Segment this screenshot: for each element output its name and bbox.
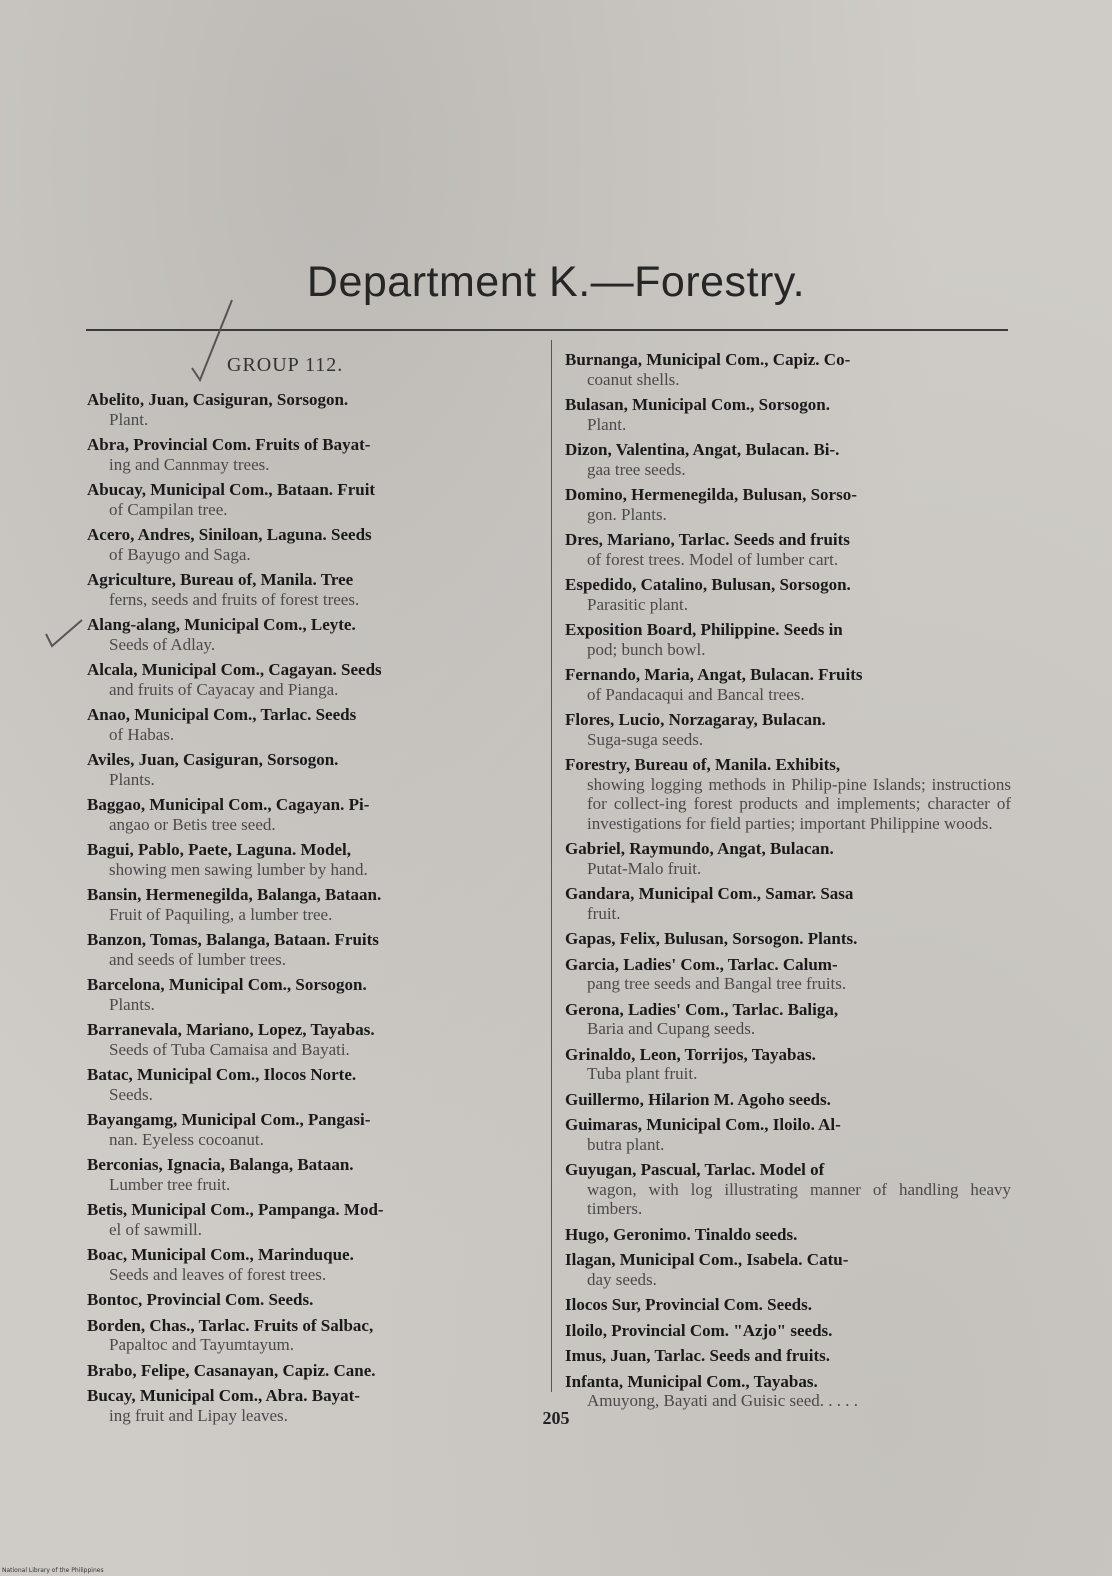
list-item (565, 530, 1011, 569)
list-item (87, 705, 533, 744)
entry-description: pod; bunch bowl. (587, 639, 706, 659)
entry-description: Seeds. (109, 1084, 153, 1104)
entry-description: Amuyong, Bayati and Guisic seed. . . . . (587, 1391, 859, 1410)
list-item (565, 1115, 1011, 1154)
entry-description: Tuba plant fruit. (587, 1064, 698, 1083)
list-item (565, 1225, 1011, 1245)
entry-name: Agriculture, Bureau of, Manila. Tree (87, 570, 354, 589)
list-item (87, 1316, 533, 1355)
entry-name: Berconias, Ignacia, Balanga, Bataan. (87, 1155, 354, 1174)
page-title: Department K.—Forestry. (306, 258, 806, 306)
entry-description: gon. Plants. (587, 504, 667, 524)
entry-name: Bagui, Pablo, Paete, Laguna. Model, (87, 840, 351, 859)
list-item (565, 665, 1011, 704)
column-divider (551, 340, 552, 1392)
list-item (87, 1110, 533, 1149)
entry-name: Imus, Juan, Tarlac. Seeds and fruits. (565, 1346, 830, 1365)
left-column (87, 350, 533, 1431)
entry-description: showing logging methods in Philip-pine Islands; instructions for collect-ing forest products and implements; character of investigations for field parties; important Philippine woods. (587, 774, 1011, 833)
list-item (565, 929, 1011, 949)
entry-description: butra plant. (587, 1134, 665, 1154)
right-column (565, 350, 1011, 1417)
entry-description: wagon, with log illustrating manner of handling heavy timbers. (587, 1179, 1011, 1218)
list-item (565, 1090, 1011, 1110)
entry-name: Batac, Municipal Com., Ilocos Norte. (87, 1065, 357, 1084)
entry-description: Plant. (587, 414, 627, 434)
list-item (565, 350, 1011, 389)
list-item (87, 1200, 533, 1239)
entry-description: of Habas. (109, 724, 175, 744)
entry-name: Infanta, Municipal Com., Tayabas. (565, 1371, 818, 1391)
list-item (565, 1045, 1011, 1084)
list-item (87, 1245, 533, 1284)
list-item (87, 840, 533, 879)
entry-description: day seeds. (587, 1269, 657, 1289)
entry-name: Bulasan, Municipal Com., Sorsogon. (565, 395, 830, 414)
entry-name: Borden, Chas., Tarlac. Fruits of Salbac, (87, 1315, 374, 1335)
list-item (565, 884, 1011, 923)
entry-name: Gabriel, Raymundo, Angat, Bulacan. (565, 839, 834, 858)
list-item (565, 485, 1011, 524)
list-item (565, 440, 1011, 479)
entry-name: Hugo, Geronimo. Tinaldo seeds. (565, 1224, 798, 1244)
list-item (565, 1000, 1011, 1039)
entry-name: Guillermo, Hilarion M. Agoho seeds. (565, 1089, 831, 1109)
check-mark-icon-2 (44, 616, 84, 650)
entry-name: Garcia, Ladies' Com., Tarlac. Calum- (565, 954, 838, 974)
entry-name: Abelito, Juan, Casiguran, Sorsogon. (87, 390, 349, 409)
entry-name: Barcelona, Municipal Com., Sorsogon. (87, 975, 367, 994)
list-item (565, 1321, 1011, 1341)
list-item (565, 1295, 1011, 1315)
entry-description: Parasitic plant. (587, 594, 689, 614)
entry-name: Gerona, Ladies' Com., Tarlac. Baliga, (565, 999, 839, 1019)
entry-name: Ilagan, Municipal Com., Isabela. Catu- (565, 1250, 849, 1269)
entry-description: Seeds of Adlay. (109, 634, 216, 654)
entry-name: Abucay, Municipal Com., Bataan. Fruit (87, 480, 376, 499)
group-heading: GROUP 112. (227, 354, 344, 376)
entry-description: Putat-Malo fruit. (587, 858, 702, 878)
list-item (565, 755, 1011, 833)
list-item (87, 930, 533, 969)
entry-name: Alcala, Municipal Com., Cagayan. Seeds (87, 660, 382, 679)
entry-name: Iloilo, Provincial Com. "Azjo" seeds. (565, 1320, 833, 1340)
entry-description: Fruit of Paquiling, a lumber tree. (109, 904, 333, 924)
list-item (565, 955, 1011, 994)
entry-description: Seeds of Tuba Camaisa and Bayati. (109, 1039, 350, 1059)
list-item (87, 570, 533, 609)
entry-description: Suga-suga seeds. (587, 729, 704, 749)
entry-description: of forest trees. Model of lumber cart. (587, 549, 839, 569)
list-item (87, 750, 533, 789)
entry-name: Flores, Lucio, Norzagaray, Bulacan. (565, 710, 826, 729)
list-item (87, 1290, 533, 1310)
list-item (87, 1361, 533, 1381)
list-item (565, 839, 1011, 878)
entry-description: showing men sawing lumber by hand. (109, 859, 368, 879)
entry-description: ferns, seeds and fruits of forest trees. (109, 589, 360, 609)
entry-name: Fernando, Maria, Angat, Bulacan. Fruits (565, 665, 863, 684)
entry-description: coanut shells. (587, 369, 680, 389)
list-item (565, 395, 1011, 434)
list-item (87, 480, 533, 519)
right-entries (565, 350, 1011, 1411)
entry-name: Dres, Mariano, Tarlac. Seeds and fruits (565, 530, 850, 549)
list-item (565, 1250, 1011, 1289)
entry-name: Gapas, Felix, Bulusan, Sorsogon. Plants. (565, 929, 858, 948)
list-item (87, 390, 533, 429)
entry-description: pang tree seeds and Bangal tree fruits. (587, 974, 847, 993)
entry-name: Bucay, Municipal Com., Abra. Bayat- (87, 1386, 360, 1405)
entry-description: Seeds and leaves of forest trees. (109, 1264, 327, 1284)
entry-name: Brabo, Felipe, Casanayan, Capiz. Cane. (87, 1360, 376, 1380)
entry-name: Baggao, Municipal Com., Cagayan. Pi- (87, 795, 370, 814)
list-item (87, 885, 533, 924)
list-item (87, 1065, 533, 1104)
entry-name: Boac, Municipal Com., Marinduque. (87, 1245, 354, 1264)
entry-name: Forestry, Bureau of, Manila. Exhibits, (565, 755, 841, 774)
entry-name: Bayangamg, Municipal Com., Pangasi- (87, 1110, 371, 1129)
entry-name: Bansin, Hermenegilda, Balanga, Bataan. (87, 885, 382, 904)
entry-name: Betis, Municipal Com., Pampanga. Mod- (87, 1200, 384, 1219)
entry-description: Papaltoc and Tayumtayum. (109, 1335, 294, 1354)
entry-description: Plants. (109, 994, 155, 1014)
entry-description: Lumber tree fruit. (109, 1174, 231, 1194)
entry-description: fruit. (587, 903, 621, 923)
list-item (565, 1160, 1011, 1219)
list-item (87, 795, 533, 834)
entry-description: nan. Eyeless cocoanut. (109, 1129, 264, 1149)
list-item (565, 1346, 1011, 1366)
left-entries (87, 390, 533, 1425)
entry-description: angao or Betis tree seed. (109, 814, 276, 834)
entry-description: and fruits of Cayacay and Pianga. (109, 679, 339, 699)
list-item (87, 615, 533, 654)
entry-name: Acero, Andres, Siniloan, Laguna. Seeds (87, 525, 372, 544)
entry-name: Ilocos Sur, Provincial Com. Seeds. (565, 1295, 812, 1314)
entry-name: Guyugan, Pascual, Tarlac. Model of (565, 1160, 825, 1179)
list-item (87, 525, 533, 564)
entry-name: Anao, Municipal Com., Tarlac. Seeds (87, 705, 357, 724)
entry-name: Guimaras, Municipal Com., Iloilo. Al- (565, 1115, 841, 1134)
footer-text: National Library of the Philippines (2, 1567, 104, 1574)
page-number: 205 (542, 1408, 570, 1428)
entry-name: Espedido, Catalino, Bulusan, Sorsogon. (565, 575, 851, 594)
entry-description: gaa tree seeds. (587, 459, 686, 479)
list-item (565, 1372, 1011, 1411)
entry-description: el of sawmill. (109, 1219, 203, 1239)
entry-name: Abra, Provincial Com. Fruits of Bayat- (87, 435, 371, 454)
list-item (87, 435, 533, 474)
list-item (87, 975, 533, 1014)
list-item (565, 575, 1011, 614)
entry-description: Baria and Cupang seeds. (587, 1019, 756, 1038)
entry-name: Alang-alang, Municipal Com., Leyte. (87, 615, 356, 634)
entry-name: Dizon, Valentina, Angat, Bulacan. Bi-. (565, 440, 840, 459)
entry-description: and seeds of lumber trees. (109, 949, 287, 969)
entry-description: Plants. (109, 769, 155, 789)
entry-name: Domino, Hermenegilda, Bulusan, Sorso- (565, 485, 857, 504)
entry-description: ing fruit and Lipay leaves. (109, 1405, 288, 1425)
list-item (565, 620, 1011, 659)
list-item (87, 1020, 533, 1059)
entry-description: of Pandacaqui and Bancal trees. (587, 684, 805, 704)
list-item (87, 1155, 533, 1194)
entry-name: Grinaldo, Leon, Torrijos, Tayabas. (565, 1044, 816, 1064)
entry-description: of Bayugo and Saga. (109, 544, 251, 564)
list-item (87, 660, 533, 699)
entry-name: Barranevala, Mariano, Lopez, Tayabas. (87, 1020, 375, 1039)
entry-description: of Campilan tree. (109, 499, 228, 519)
entry-name: Exposition Board, Philippine. Seeds in (565, 620, 843, 639)
entry-name: Bontoc, Provincial Com. Seeds. (87, 1290, 314, 1309)
entry-name: Gandara, Municipal Com., Samar. Sasa (565, 884, 854, 903)
entry-description: ing and Cannmay trees. (109, 454, 270, 474)
entry-name: Burnanga, Municipal Com., Capiz. Co- (565, 350, 851, 369)
entry-name: Aviles, Juan, Casiguran, Sorsogon. (87, 750, 339, 769)
list-item (565, 710, 1011, 749)
entry-name: Banzon, Tomas, Balanga, Bataan. Fruits (87, 930, 379, 949)
entry-description: Plant. (109, 409, 149, 429)
